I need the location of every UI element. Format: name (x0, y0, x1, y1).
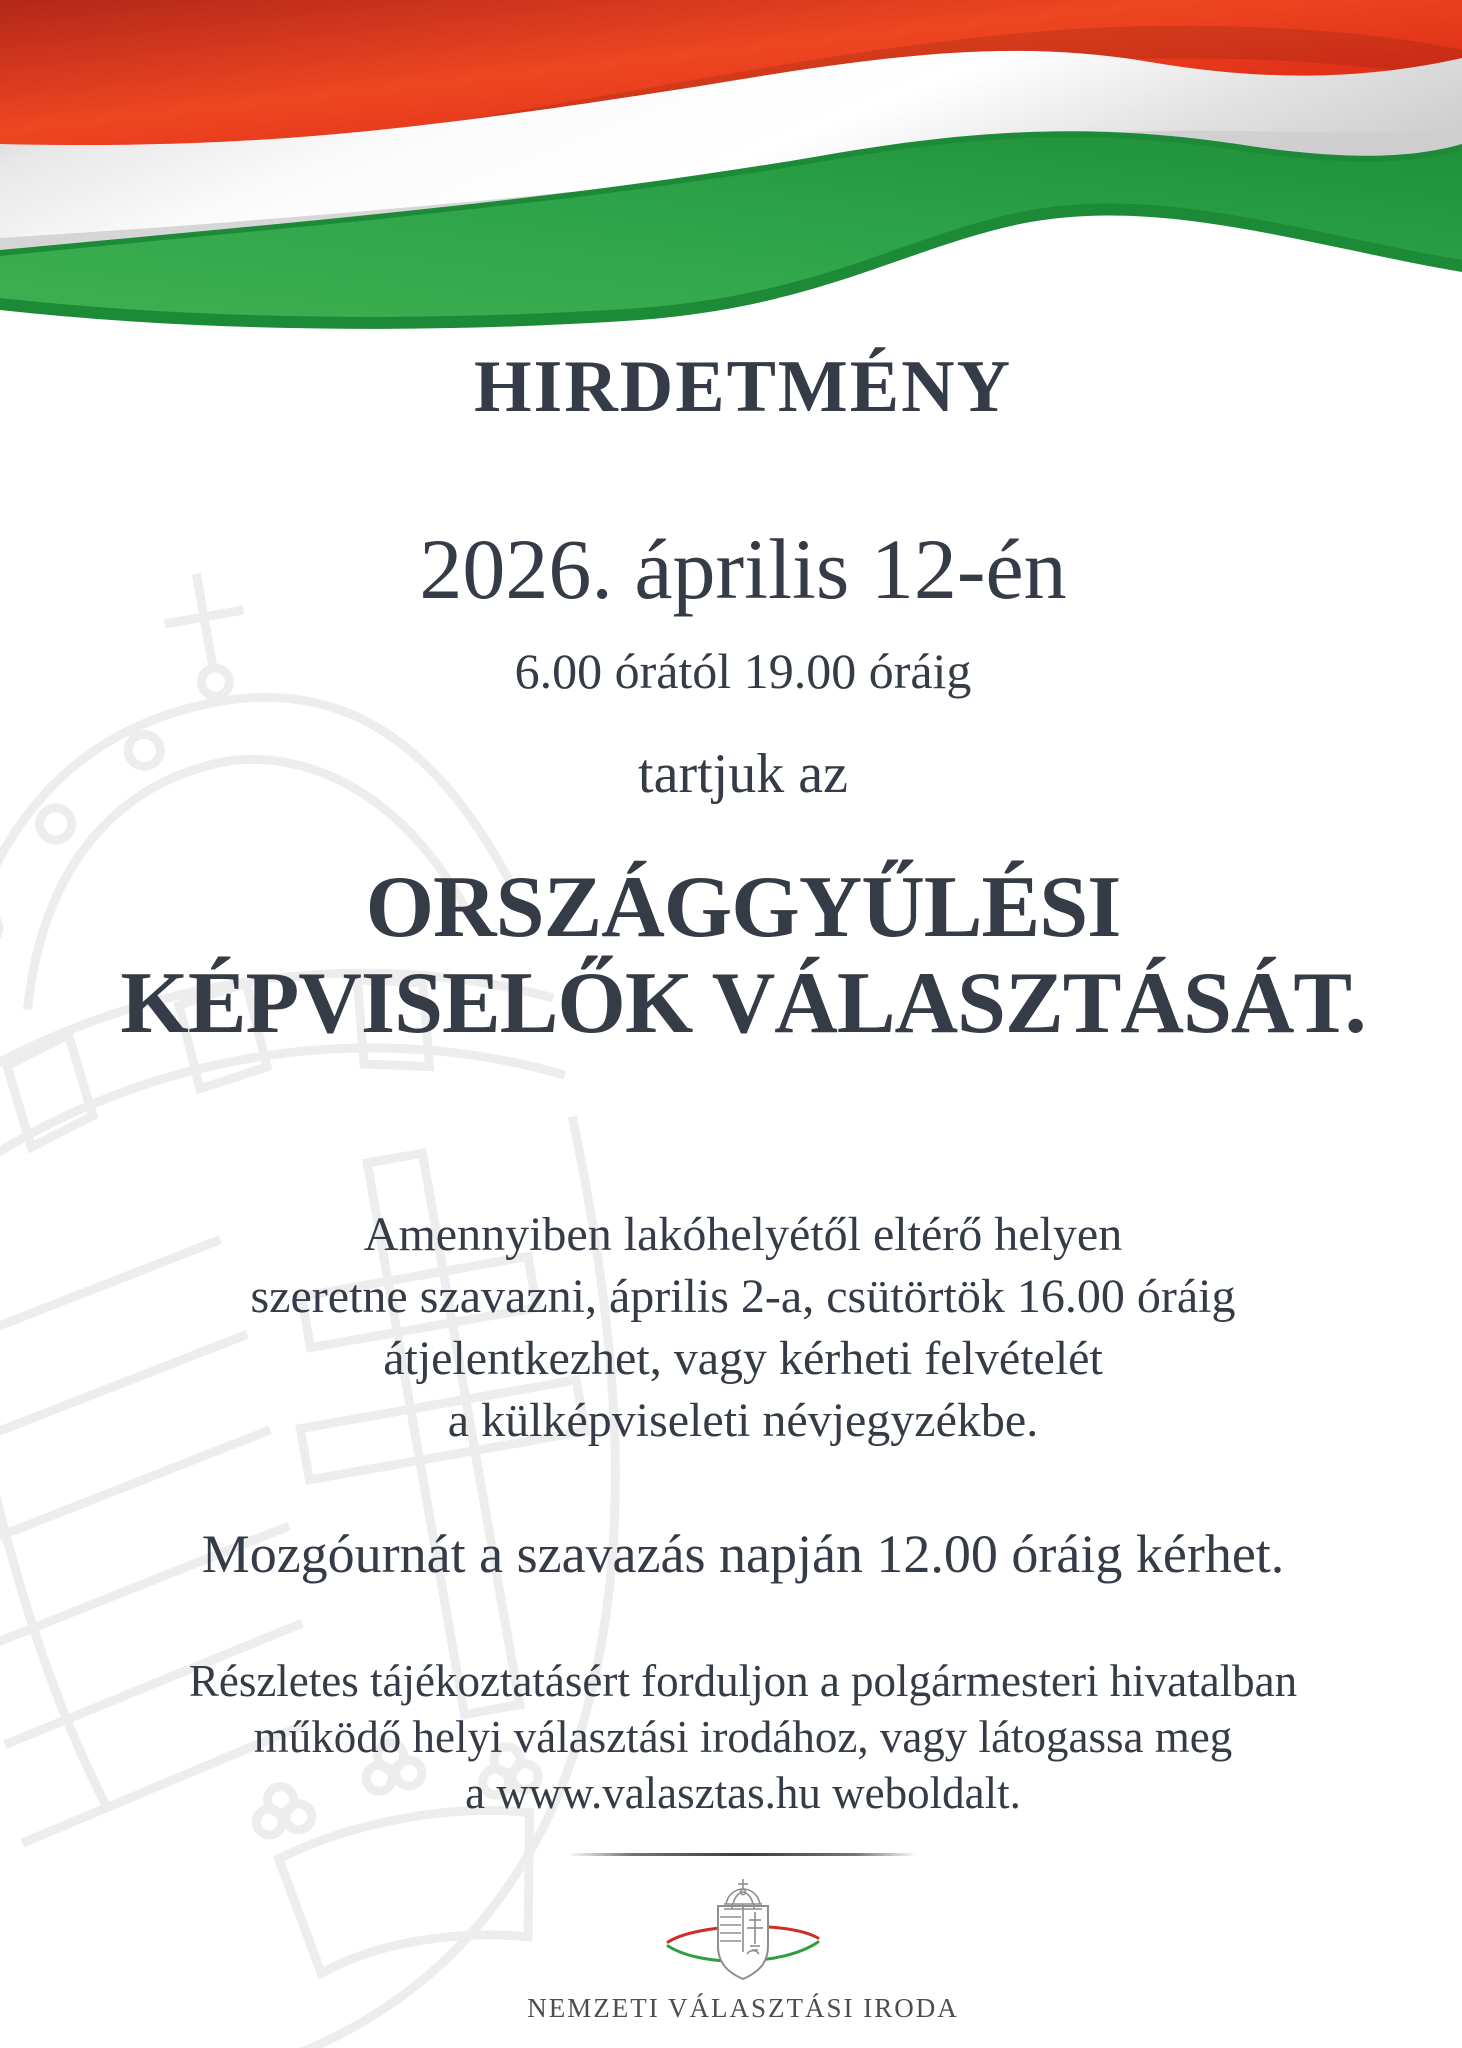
info-paragraph-line: Részletes tájékoztatásért forduljon a polgármesteri hivatalban (188, 1656, 1298, 1706)
info-paragraph-line: a www.valasztas.hu weboldalt. (465, 1768, 1021, 1818)
transfer-paragraph-line: a külképviseleti névjegyzékbe. (447, 1394, 1039, 1447)
footer-divider (568, 1853, 918, 1856)
transfer-paragraph-line: szeretne szavazni, április 2-a, csütörtök 16.00 óráig (250, 1270, 1236, 1323)
info-paragraph-line: működő helyi választási irodához, vagy látogassa meg (253, 1712, 1233, 1762)
announcement-kicker: HIRDETMÉNY (473, 346, 1013, 428)
main-title-line-1: ORSZÁGGYŰLÉSI (365, 859, 1121, 956)
main-title-line-2: KÉPVISELŐK VÁLASZTÁSÁT. (120, 955, 1366, 1052)
election-date: 2026. április 12-én (419, 521, 1067, 617)
transfer-paragraph-line: Amennyiben lakóhelyétől eltérő helyen (363, 1208, 1123, 1261)
nvi-logo-icon (658, 1876, 828, 1988)
lead-in-text: tartjuk az (638, 743, 848, 805)
organization-name: NEMZETI VÁLASZTÁSI IRODA (527, 1993, 959, 2023)
mobile-ballot-notice: Mozgóurnát a szavazás napján 12.00 óráig kérhet. (201, 1524, 1285, 1584)
transfer-paragraph-line: átjelentkezhet, vagy kérheti felvételét (383, 1332, 1103, 1385)
election-time-range: 6.00 órától 19.00 óráig (514, 643, 972, 699)
poster-content (12, 0, 1462, 2048)
